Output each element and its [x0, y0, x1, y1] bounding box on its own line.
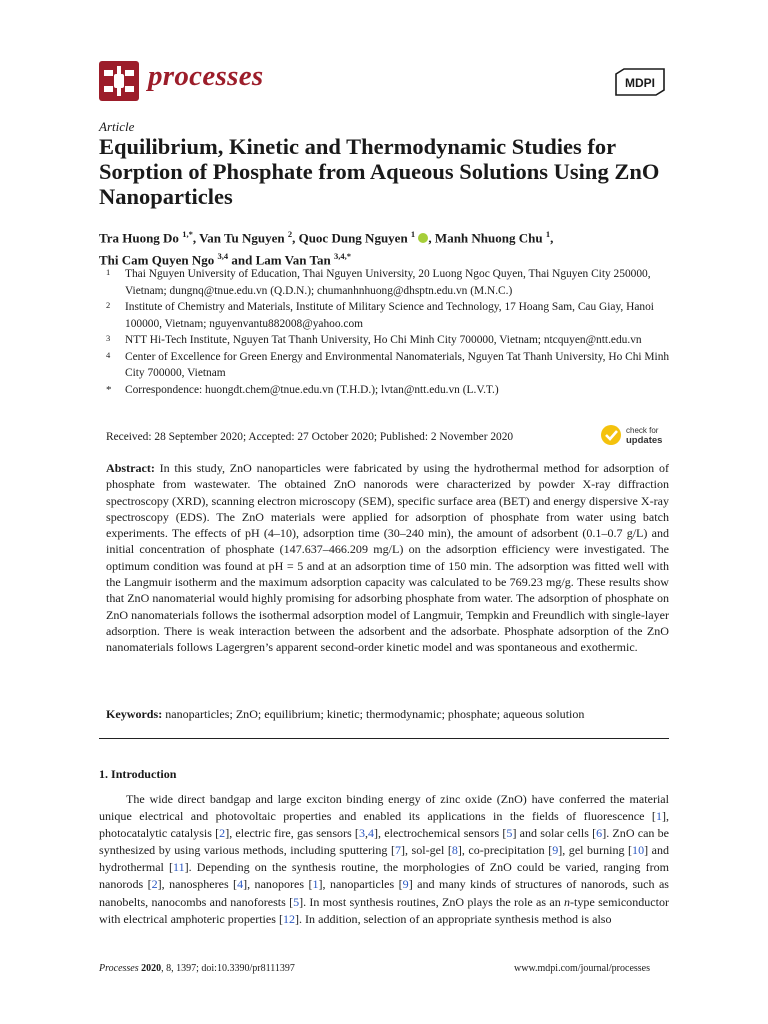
- citation-link[interactable]: 7: [394, 843, 401, 858]
- citation-link[interactable]: 8: [451, 843, 458, 858]
- article-type: Article: [99, 119, 135, 134]
- affiliation-text: NTT Hi-Tech Institute, Nguyen Tat Thanh University, Ho Chi Minh City 700000, Vietnam; ntcquyen@ntt.edu.vn: [125, 334, 642, 346]
- section-divider: [99, 738, 669, 739]
- citation-link[interactable]: 5: [506, 826, 513, 841]
- citation-link[interactable]: 4: [237, 877, 244, 892]
- check-for-updates-badge[interactable]: [600, 423, 672, 447]
- author-affiliation-mark: 3,4: [217, 251, 229, 262]
- abstract: [106, 460, 669, 655]
- author-affiliation-mark: 1,*: [182, 229, 193, 239]
- citation-link[interactable]: 5: [293, 894, 300, 909]
- affiliation-list: [106, 266, 676, 398]
- citation-link[interactable]: 2: [219, 826, 226, 841]
- affiliation-mark: 1: [106, 267, 111, 277]
- mdpi-logo-text: MDPI: [625, 76, 655, 90]
- check-badge-line2: updates: [626, 435, 663, 446]
- affiliation-mark: 4: [106, 349, 111, 360]
- affiliation-item: [106, 349, 676, 382]
- journal-logo-icon: [99, 61, 139, 101]
- citation-link[interactable]: 2: [151, 877, 158, 892]
- citation-link[interactable]: 9: [552, 843, 559, 858]
- citation-link[interactable]: 1: [655, 809, 662, 824]
- affiliation-item: [106, 332, 676, 349]
- affiliation-text: Center of Excellence for Green Energy and Environmental Nanomaterials, Nguyen Tat Thanh University, Ho Chi Minh City 700000, Vietnam: [125, 350, 670, 379]
- affiliation-text: Correspondence: huongdt.chem@tnue.edu.vn (T.H.D.); lvtan@ntt.edu.vn (L.V.T.): [125, 383, 499, 396]
- author-name: Quoc Dung Nguyen: [298, 230, 411, 246]
- citation-link[interactable]: 3: [358, 826, 365, 841]
- publication-history: Received: 28 September 2020; Accepted: 27 October 2020; Published: 2 November 2020: [106, 431, 514, 443]
- keywords: [106, 706, 669, 722]
- mdpi-logo: [612, 68, 668, 96]
- author-name: Tra Huong Do: [99, 230, 183, 246]
- affiliation-mark: *: [106, 383, 112, 396]
- article-title: Equilibrium, Kinetic and Thermodynamic Studies for Sorption of Phosphate from Aqueous Solutions Using ZnO Nanoparticles: [99, 134, 660, 209]
- affiliation-item: [106, 266, 676, 299]
- citation-link[interactable]: 10: [632, 843, 645, 858]
- affiliation-mark: 2: [106, 300, 111, 310]
- affiliation-text: Institute of Chemistry and Materials, Institute of Military Science and Technology, 17 Hoang Sam, Cau Giay, Hanoi 100000, Vietnam; nguyenvantu882008@yahoo.com: [125, 301, 654, 330]
- footer-url[interactable]: www.mdpi.com/journal/processes: [514, 963, 650, 974]
- keywords-label: Keywords:: [106, 707, 163, 721]
- affiliation-item: [106, 382, 676, 399]
- check-badge-line1: check for: [626, 426, 659, 435]
- footer-citation: [99, 963, 295, 974]
- abstract-text: In this study, ZnO nanoparticles were fabricated by using the hydrothermal method for adsorption of phosphate from wastewater. The obtained ZnO nanorods were characterized by powder X-ray diffraction spectroscopy (XRD), scanning electron microscopy (SEM), specific surface area (BET) and energy dispersive X-ray spectroscopy (EDS). The ZnO materials were applied for adsorption of phosphate from water using batch experiments. The effects of pH (4–10), adsorption time (30–240 min), the amount of adsorbent (0.1–0.7 g/L) and initial concentration of phosphate (147.637–466.209 mg/L) on the adsorption efficiency were investigated. The optimum condition was found at pH = 5 and at an adsorption time of 150 min. The adsorption was fitted well with the Langmuir isotherm and the maximum adsorption capacity was calculated to be 769.23 mg/g. These results show that ZnO nanomaterial would highly promising for adsorbing phosphate from water. The adsorption of phosphate on ZnO nanomaterials follows the isothermal adsorption model of Langmuir, Tempkin and Freundlich with single-layer adsorption. There is weak interaction between the adsorbent and the adsorbate. Phosphate adsorption of the ZnO nanomaterials follows Lagergren’s apparent second-order kinetic model and was spontaneous and exothermic.: [106, 461, 669, 655]
- introduction-paragraph: The wide direct bandgap and large exciton binding energy of zinc oxide (ZnO) have conferred the material unique electrical and photovoltaic properties and enabled its applications in the fields of fluorescence [1], photocatalytic catalysis [2], electric fire, gas sensors [3,4], electrochemical sensors [5] and solar cells [6]. ZnO can be synthesized by using various methods, including sputtering [7], sol-gel [8], co-precipitation [9], gel burning [10] and hydrothermal [11]. Depending on the synthesis routine, the morphologies of ZnO could be varied, ranging from nanorods [2], nanospheres [4], nanopores [1], nanoparticles [9] and many kinds of structures of nanorods, such as nanobelts, nanocombs and nanoforests [5]. In most synthesis routines, ZnO plays the role as an n-type semiconductor with electrical amphoteric properties [12]. In addition, selection of an appropriate synthesis method is also: [99, 792, 670, 926]
- citation-link[interactable]: 12: [282, 911, 296, 926]
- footer-journal: Processes: [99, 963, 139, 974]
- orcid-icon[interactable]: [418, 233, 428, 243]
- journal-name: processes: [148, 60, 264, 92]
- author-name: Van Tu Nguyen: [199, 230, 288, 246]
- author-affiliation-mark: 3,4,*: [333, 251, 351, 262]
- citation-link[interactable]: 6: [596, 826, 603, 841]
- affiliation-item: [106, 299, 676, 332]
- affiliation-mark: 3: [106, 333, 111, 343]
- author-name: Lam Van Tan: [255, 252, 334, 268]
- abstract-label: Abstract:: [106, 461, 155, 475]
- author-affiliation-mark: 2: [287, 229, 293, 239]
- footer-year: 2020: [141, 963, 162, 974]
- citation-link[interactable]: 11: [173, 860, 185, 875]
- affiliation-text: Thai Nguyen University of Education, Thai Nguyen University, 20 Luong Ngoc Quyen, Thai Nguyen City 250000, Vietnam; dungnq@tnue.edu.vn (Q.D.N.); chumanhnhuong@dhsptn.edu.vn (M.N.C.): [125, 268, 651, 297]
- italic-text: n: [564, 894, 571, 909]
- section-heading-introduction: 1. Introduction: [99, 767, 177, 781]
- author-list: Tra Huong Do $^{1,*}$, Van Tu Nguyen $^2$, Quoc Dung Nguyen $^1$ , Manh Nhuong Chu $^1$, Thi Cam Quyen Ngo $^{3,4}$ and Lam Van Tan $^{3,4,*}$: [99, 229, 554, 268]
- citation-link[interactable]: 9: [402, 877, 409, 892]
- citation-link[interactable]: 4: [368, 826, 375, 841]
- author-affiliation-mark: 1: [410, 229, 416, 239]
- author-name: Thi Cam Quyen Ngo: [99, 252, 218, 268]
- author-name: Manh Nhuong Chu: [434, 230, 546, 246]
- citation-link[interactable]: 1: [312, 877, 319, 892]
- author-affiliation-mark: 1: [545, 229, 551, 239]
- footer-citation-text: , 8, 1397; doi:10.3390/pr8111397: [161, 963, 295, 974]
- keywords-text: nanoparticles; ZnO; equilibrium; kinetic; thermodynamic; phosphate; aqueous solution: [165, 707, 585, 721]
